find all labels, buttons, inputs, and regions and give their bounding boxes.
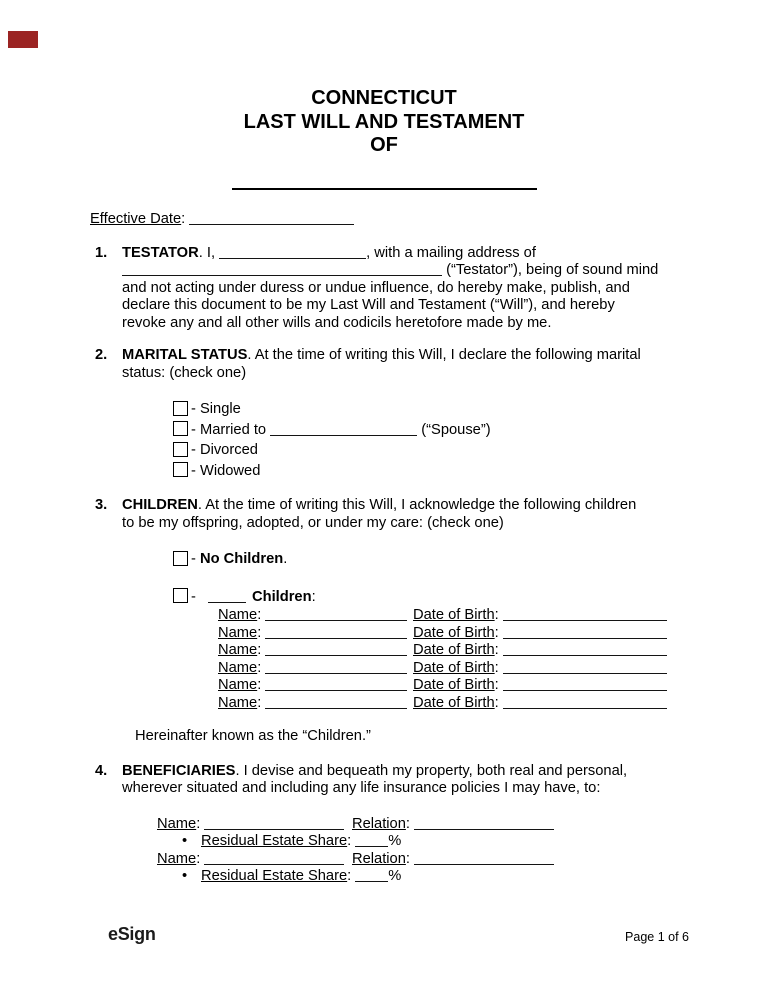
colon: : — [494, 607, 499, 623]
child-name-label: Name — [218, 624, 258, 641]
section-heading: MARITAL STATUS — [122, 347, 248, 363]
colon: : — [181, 210, 186, 227]
effective-date-label: Effective Date — [90, 210, 182, 227]
child-row — [218, 625, 678, 643]
mailing-address-blank[interactable] — [122, 262, 442, 276]
beneficiary-row — [157, 851, 678, 869]
relation-label: Relation — [352, 850, 406, 867]
residual-share-row — [182, 833, 678, 851]
section-heading: BENEFICIARIES — [122, 762, 236, 779]
relation-label: Relation — [352, 815, 406, 832]
child-dob-label: Date of Birth — [413, 694, 495, 711]
body-text: , with a mailing address of — [366, 244, 536, 261]
residual-share-row — [182, 868, 678, 886]
beneficiary-name-label: Name — [157, 850, 197, 867]
body-text: revoke any and all other wills and codicils heretofore made by me. — [122, 314, 552, 331]
colon: : — [257, 624, 262, 641]
colon: : — [257, 694, 262, 711]
dash: - — [191, 551, 200, 567]
checkbox-single[interactable] — [173, 401, 188, 416]
colon: : — [405, 850, 410, 867]
checkbox-no-children[interactable] — [173, 551, 188, 566]
child-dob-blank[interactable] — [503, 677, 667, 691]
section-heading: CHILDREN — [122, 497, 198, 513]
checkbox-has-children[interactable] — [173, 588, 188, 603]
colon: : — [196, 815, 201, 832]
body-text: to be my offspring, adopted, or under my care: (check one) — [122, 514, 504, 531]
section-2-marital-status — [95, 347, 678, 481]
child-dob-blank[interactable] — [503, 660, 667, 674]
red-annotation-marker — [8, 31, 38, 48]
child-dob-label: Date of Birth — [413, 677, 495, 693]
document-title — [90, 87, 678, 158]
child-name-blank[interactable] — [265, 677, 407, 691]
colon: : — [347, 868, 352, 884]
beneficiary-name-blank[interactable] — [204, 816, 344, 830]
beneficiary-name-blank[interactable] — [204, 851, 344, 865]
residual-share-label: Residual Estate Share — [201, 868, 348, 884]
child-dob-blank[interactable] — [503, 695, 667, 709]
colon: : — [257, 659, 262, 676]
bullet-icon: • — [182, 833, 188, 849]
child-name-label: Name — [218, 607, 258, 623]
body-text: . I devise and bequeath my property, both real and personal, — [235, 762, 628, 779]
child-dob-label: Date of Birth — [413, 624, 495, 641]
colon: : — [196, 850, 201, 867]
bullet-icon: • — [182, 868, 188, 884]
colon: : — [311, 588, 316, 605]
testator-name-line[interactable] — [232, 188, 537, 190]
child-dob-label: Date of Birth — [413, 607, 495, 623]
child-row — [218, 607, 678, 625]
colon: : — [257, 677, 262, 693]
effective-date-row — [90, 210, 678, 228]
child-dob-blank[interactable] — [503, 642, 667, 656]
effective-date-blank[interactable] — [189, 211, 354, 225]
child-dob-label: Date of Birth — [413, 642, 495, 658]
child-name-blank[interactable] — [265, 625, 407, 639]
body-text: . At the time of writing this Will, I declare the following marital — [247, 347, 641, 363]
marital-options — [122, 399, 678, 481]
section-1-testator — [95, 245, 678, 333]
child-name-blank[interactable] — [265, 695, 407, 709]
child-row — [218, 642, 678, 660]
child-dob-blank[interactable] — [503, 607, 667, 621]
percent-sign: % — [388, 868, 402, 884]
colon: : — [494, 677, 499, 693]
no-children-label: No Children — [199, 551, 284, 567]
percent-sign: % — [388, 833, 402, 849]
item-number: 1. — [95, 244, 108, 261]
title-line-will: LAST WILL AND TESTAMENT — [243, 110, 525, 133]
colon: : — [494, 624, 499, 641]
child-dob-blank[interactable] — [503, 625, 667, 639]
body-text: (“Testator”), being of sound mind — [442, 262, 659, 278]
residual-share-blank[interactable] — [355, 868, 388, 882]
hereinafter-note: Hereinafter known as the “Children.” — [135, 728, 371, 744]
body-text: status: (check one) — [122, 364, 247, 381]
body-text: declare this document to be my Last Will and Testament (“Will”), and hereby — [122, 297, 615, 313]
body-text: and not acting under duress or undue influence, do hereby make, publish, and — [122, 279, 630, 296]
colon: : — [257, 642, 262, 658]
child-name-blank[interactable] — [265, 642, 407, 656]
body-text: . I, — [198, 244, 220, 261]
dash: - — [191, 588, 200, 605]
option-label-widowed: - Widowed — [191, 462, 261, 479]
beneficiary-list — [122, 816, 678, 886]
spouse-suffix-label: (“Spouse”) — [417, 421, 491, 438]
item-number: 3. — [95, 497, 108, 513]
option-label-divorced: - Divorced — [191, 442, 258, 458]
body-text: wherever situated and including any life insurance policies I may have, to: — [122, 780, 601, 796]
child-name-label: Name — [218, 677, 258, 693]
relation-blank[interactable] — [414, 851, 554, 865]
colon: : — [347, 833, 352, 849]
child-name-blank[interactable] — [265, 660, 407, 674]
checkbox-widowed[interactable] — [173, 462, 188, 477]
testator-name-blank[interactable] — [219, 245, 366, 259]
colon: : — [494, 694, 499, 711]
child-dob-label: Date of Birth — [413, 659, 495, 676]
child-row — [218, 677, 678, 695]
child-row — [218, 695, 678, 713]
body-text: . At the time of writing this Will, I acknowledge the following children — [197, 497, 637, 513]
child-name-label: Name — [218, 694, 258, 711]
colon: : — [494, 659, 499, 676]
child-name-label: Name — [218, 659, 258, 676]
section-heading: TESTATOR — [122, 244, 199, 261]
residual-share-label: Residual Estate Share — [201, 833, 348, 849]
residual-share-blank[interactable] — [355, 833, 388, 847]
colon: : — [494, 642, 499, 658]
title-line-of: OF — [370, 134, 398, 156]
beneficiary-name-label: Name — [157, 815, 197, 832]
relation-blank[interactable] — [414, 816, 554, 830]
item-number: 4. — [95, 762, 108, 779]
beneficiary-row — [157, 816, 678, 834]
section-3-children — [95, 497, 678, 746]
option-label-single: - Single — [191, 401, 241, 417]
children-table — [122, 607, 678, 712]
children-count-blank[interactable] — [208, 589, 246, 603]
colon: : — [405, 815, 410, 832]
title-line-state: CONNECTICUT — [311, 87, 457, 109]
child-name-label: Name — [218, 642, 258, 658]
page-indicator: Page 1 of 6 — [625, 930, 689, 944]
checkbox-divorced[interactable] — [173, 442, 188, 457]
children-label: Children — [251, 588, 312, 605]
spouse-name-blank[interactable] — [270, 422, 417, 436]
child-name-blank[interactable] — [265, 607, 407, 621]
period: . — [283, 551, 288, 567]
checkbox-married[interactable] — [173, 421, 188, 436]
child-row — [218, 660, 678, 678]
item-number: 2. — [95, 347, 108, 363]
section-4-beneficiaries — [95, 763, 678, 886]
esign-logo: eSign — [108, 924, 156, 944]
option-label-married: - Married to — [191, 421, 271, 438]
colon: : — [257, 607, 262, 623]
